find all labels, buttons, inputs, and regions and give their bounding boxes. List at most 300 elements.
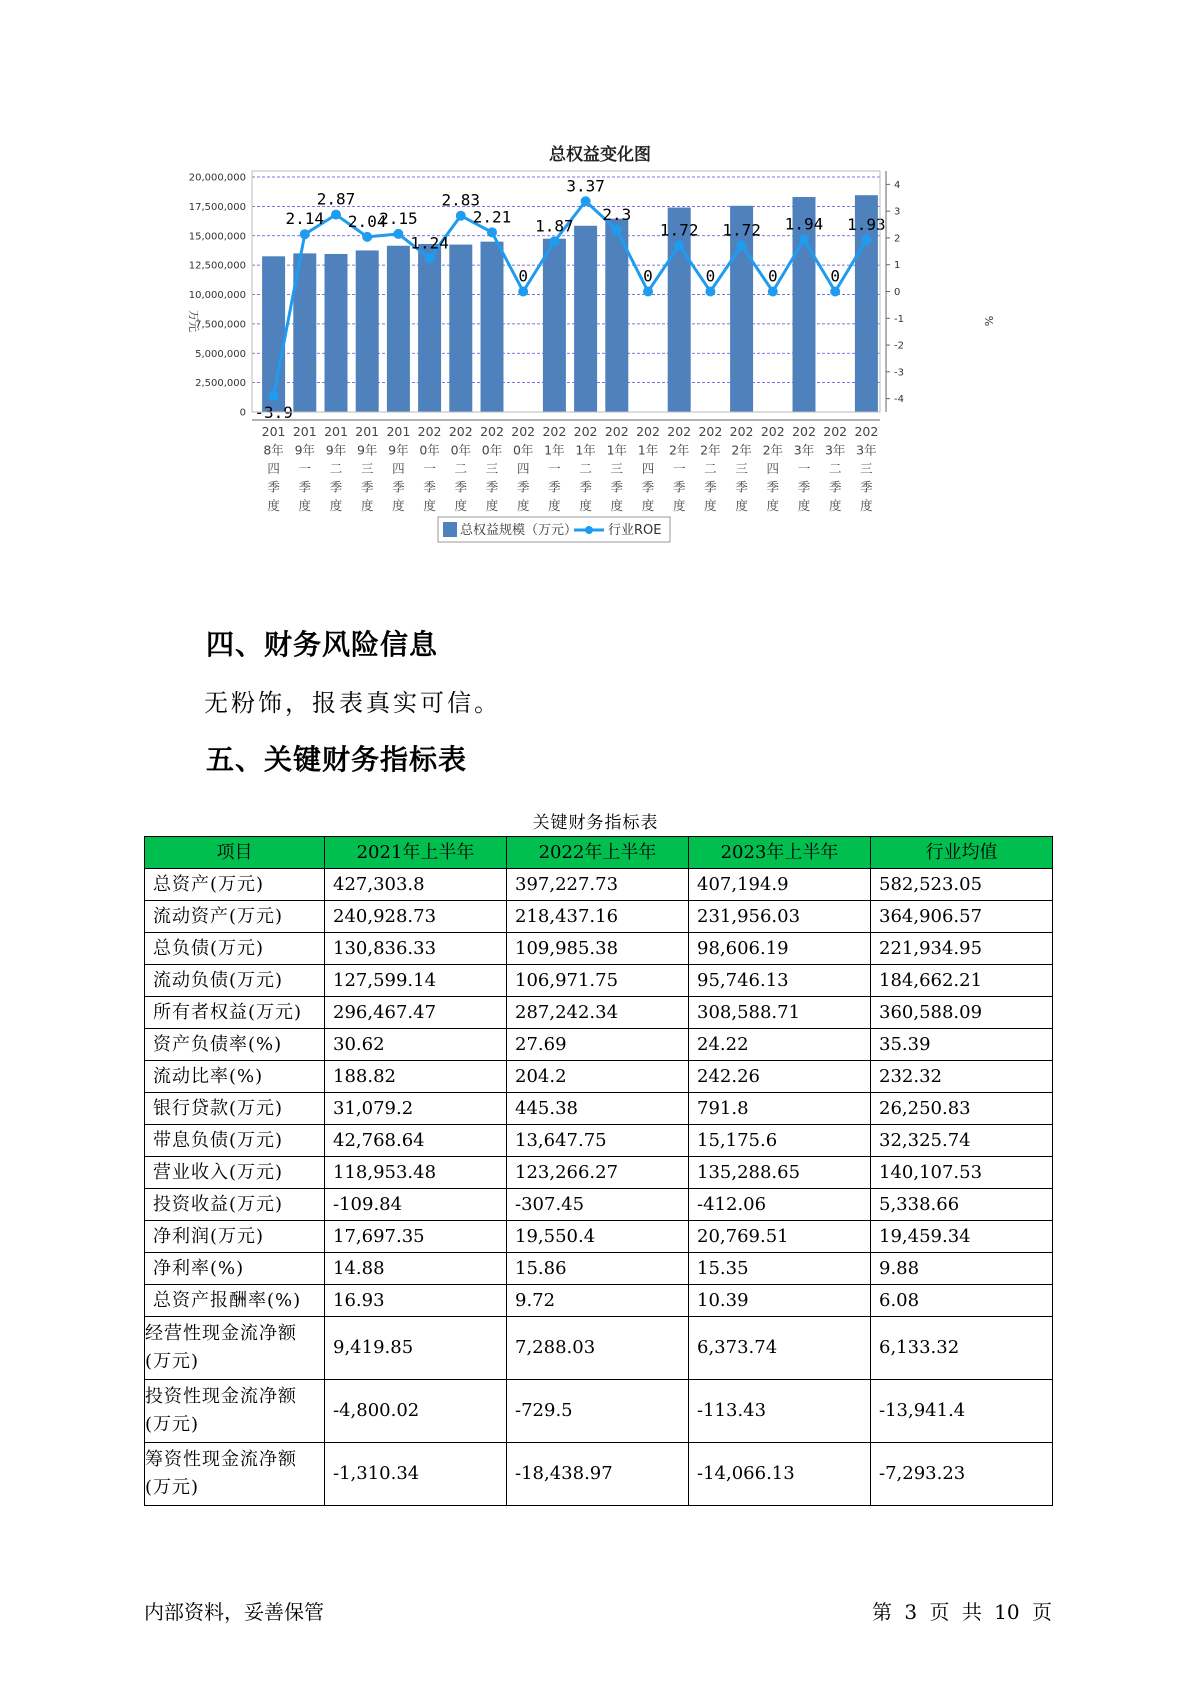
table-cell: 10.39 [689, 1285, 871, 1317]
x-category-label-line: 四 [766, 461, 780, 476]
x-category-label-line: 一 [298, 461, 312, 476]
x-category-label-line: 202 [792, 424, 816, 439]
x-category-label [480, 424, 504, 513]
table-row [145, 1125, 1053, 1157]
x-category-label [667, 424, 691, 513]
roe-point [799, 235, 809, 245]
table-cell: 218,437.16 [507, 901, 689, 933]
table-row [145, 1061, 1053, 1093]
x-category-label [854, 424, 878, 513]
table-cell: 19,459.34 [871, 1221, 1053, 1253]
roe-point [393, 229, 403, 239]
header-2023h1: 2023年上半年 [689, 837, 871, 869]
x-category-label-line: 度 [641, 498, 655, 513]
x-category-label-line: 四 [267, 461, 280, 476]
table-row [145, 997, 1053, 1029]
x-category-label-line: 1年 [637, 442, 659, 458]
row-label: 投资收益(万元) [145, 1189, 325, 1221]
table-cell: 296,467.47 [325, 997, 507, 1029]
table-cell: 24.22 [689, 1029, 871, 1061]
x-category-label-line: 202 [604, 424, 629, 439]
table-cell: 42,768.64 [325, 1125, 507, 1157]
x-category-label-line: 202 [573, 424, 598, 439]
equity-bar [574, 226, 597, 412]
x-category-label-line: 202 [729, 424, 754, 439]
x-category-label-line: 季 [579, 479, 592, 495]
x-category-label-line: 季 [267, 479, 280, 495]
chart-legend [438, 517, 670, 542]
roe-point [487, 227, 497, 237]
table-row [145, 1253, 1053, 1285]
x-category-label-line: 度 [548, 498, 561, 513]
x-category-label-line: 度 [454, 498, 468, 513]
roe-data-label: 2.3 [602, 204, 632, 224]
x-category-label-line: 1年 [575, 442, 596, 458]
equity-bar [418, 244, 441, 412]
roe-point [549, 236, 559, 246]
x-category-label-line: 201 [292, 424, 317, 439]
row-label: 所有者权益(万元) [145, 997, 325, 1029]
x-category-label-line: 季 [610, 479, 624, 495]
roe-point [269, 391, 279, 401]
x-category-label-line: 二 [704, 461, 717, 476]
x-category-label [761, 424, 785, 513]
row-label: 营业收入(万元) [145, 1157, 325, 1189]
equity-bar [449, 245, 472, 412]
roe-data-label: 2.15 [379, 208, 418, 228]
table-cell: 427,303.8 [325, 869, 507, 901]
roe-data-label: 0 [643, 266, 653, 286]
chart-category-labels [262, 424, 879, 513]
equity-bar [481, 242, 504, 412]
section4-heading: 四、财务风险信息 [206, 628, 439, 661]
header-2021h1: 2021年上半年 [325, 837, 507, 869]
table-cell: 6,373.74 [689, 1317, 871, 1380]
table-cell: 397,227.73 [507, 869, 689, 901]
row-label: 总资产(万元) [145, 869, 325, 901]
x-category-label-line: 季 [548, 479, 561, 495]
x-category-label-line: 季 [797, 479, 811, 495]
x-category-label [542, 424, 566, 513]
x-category-label-line: 度 [298, 498, 312, 513]
table-cell: 27.69 [507, 1029, 689, 1061]
table-cell: 5,338.66 [871, 1189, 1053, 1221]
x-category-label-line: 度 [672, 498, 686, 513]
table-cell: -412.06 [689, 1189, 871, 1221]
y-left-axis-title: 万元 [187, 310, 200, 332]
table-cell: 15,175.6 [689, 1125, 871, 1157]
x-category-label [511, 424, 535, 513]
x-category-label-line: 季 [329, 479, 343, 495]
x-category-label-line: 季 [672, 479, 686, 495]
x-category-label-line: 201 [324, 424, 348, 439]
x-category-label-line: 202 [698, 424, 723, 439]
x-category-label-line: 季 [704, 479, 717, 495]
table-cell: 231,956.03 [689, 901, 871, 933]
x-category-label-line: 季 [516, 479, 530, 495]
x-category-label [605, 424, 629, 513]
x-category-label-line: 3年 [793, 442, 815, 458]
roe-point [612, 225, 622, 235]
header-item: 项目 [145, 837, 325, 869]
x-category-label-line: 2年 [668, 442, 690, 458]
x-category-label-line: 度 [579, 498, 592, 513]
x-category-label-line: 202 [511, 424, 536, 439]
x-category-label-line: 季 [298, 479, 312, 495]
x-category-label-line: 季 [735, 479, 748, 495]
x-category-label-line: 201 [261, 424, 286, 439]
table-cell: 15.86 [507, 1253, 689, 1285]
table-row [145, 901, 1053, 933]
header-2022h1: 2022年上半年 [507, 837, 689, 869]
y-right-tick-label: -3 [894, 367, 904, 379]
roe-data-label: 2.83 [441, 190, 481, 210]
x-category-label-line: 季 [860, 479, 873, 495]
x-category-label-line: 度 [704, 498, 717, 513]
table-cell: 19,550.4 [507, 1221, 689, 1253]
table-row [145, 1317, 1053, 1380]
x-category-label-line: 度 [766, 498, 780, 513]
x-category-label [730, 424, 754, 513]
y-right-tick-label: 2 [894, 233, 901, 245]
x-category-label-line: 0年 [419, 442, 440, 458]
table-cell: 17,697.35 [325, 1221, 507, 1253]
y-left-tick-label: 5,000,000 [195, 348, 246, 360]
table-cell: 9,419.85 [325, 1317, 507, 1380]
x-category-label-line: 202 [417, 424, 442, 439]
equity-bar [356, 250, 379, 412]
legend-line-label: 行业ROE [608, 523, 662, 538]
x-category-label-line: 202 [667, 424, 692, 439]
table-cell: 35.39 [871, 1029, 1053, 1061]
row-label: 流动资产(万元) [145, 901, 325, 933]
row-label: 带息负债(万元) [145, 1125, 325, 1157]
roe-data-label: 0 [767, 266, 778, 286]
table-cell: -113.43 [689, 1380, 871, 1443]
legend-line-marker [585, 526, 593, 534]
x-category-label-line: 一 [672, 461, 686, 476]
row-label: 投资性现金流净额(万元) [145, 1380, 325, 1443]
row-label: 流动比率(%) [145, 1061, 325, 1093]
y-right-tick-label: 4 [894, 179, 901, 191]
x-category-label-line: 二 [828, 461, 842, 476]
x-category-label-line: 二 [579, 461, 592, 476]
x-category-label-line: 201 [386, 424, 411, 439]
table-cell: 130,836.33 [325, 933, 507, 965]
roe-point [674, 240, 684, 250]
table-cell: 221,934.95 [871, 933, 1053, 965]
roe-data-label: 0 [518, 266, 529, 286]
x-category-label-line: 三 [360, 461, 374, 476]
x-category-label-line: 三 [860, 461, 873, 476]
table-cell: 6.08 [871, 1285, 1053, 1317]
x-category-label-line: 0年 [512, 442, 534, 458]
x-category-label [449, 424, 473, 513]
table-row [145, 1221, 1053, 1253]
table-cell: 445.38 [507, 1093, 689, 1125]
table-cell: 364,906.57 [871, 901, 1053, 933]
table-cell: -109.84 [325, 1189, 507, 1221]
roe-data-label: 3.37 [566, 176, 605, 196]
table-cell: 109,985.38 [507, 933, 689, 965]
table-cell: 308,588.71 [689, 997, 871, 1029]
table-row [145, 1029, 1053, 1061]
row-label: 净利率(%) [145, 1253, 325, 1285]
x-category-label-line: 一 [423, 461, 436, 476]
table-cell: -4,800.02 [325, 1380, 507, 1443]
legend-bar-label: 总权益规模（万元） [460, 523, 578, 538]
table-cell: 791.8 [689, 1093, 871, 1125]
table-header-row [145, 837, 1053, 869]
x-category-label-line: 202 [760, 424, 785, 439]
x-category-label-line: 2年 [762, 442, 784, 458]
roe-data-label: 2.14 [285, 209, 325, 229]
table-cell: 140,107.53 [871, 1157, 1053, 1189]
table-row [145, 1443, 1053, 1506]
table-cell: 30.62 [325, 1029, 507, 1061]
x-category-label-line: 三 [735, 461, 748, 476]
table-cell: 118,953.48 [325, 1157, 507, 1189]
x-category-label-line: 度 [423, 498, 436, 513]
x-category-label [293, 424, 317, 513]
row-label: 净利润(万元) [145, 1221, 325, 1253]
y-left-tick-label: 20,000,000 [188, 172, 246, 184]
table-cell: 407,194.9 [689, 869, 871, 901]
table-row [145, 1157, 1053, 1189]
roe-data-label: 1.94 [784, 214, 824, 234]
roe-data-label: 1.93 [847, 214, 886, 234]
legend-bar-swatch [443, 522, 457, 537]
x-category-label-line: 一 [797, 461, 811, 476]
y-right-tick-label: 3 [894, 206, 901, 218]
x-category-label-line: 度 [485, 498, 499, 513]
x-category-label-line: 1年 [544, 442, 565, 458]
x-category-label-line: 三 [610, 461, 624, 476]
row-label: 总负债(万元) [145, 933, 325, 965]
x-category-label-line: 8年 [263, 442, 284, 458]
roe-point [643, 287, 653, 297]
x-category-label [636, 424, 660, 513]
x-category-label [386, 424, 410, 513]
chart-roe-labels [254, 176, 885, 422]
x-category-label-line: 季 [360, 479, 374, 495]
x-category-label-line: 9年 [388, 442, 409, 458]
y-left-tick-label: 2,500,000 [195, 378, 246, 390]
y-right-tick-label: -2 [894, 340, 904, 352]
roe-point [861, 235, 871, 245]
roe-data-label: 1.72 [659, 220, 699, 240]
x-category-label-line: 季 [454, 479, 468, 495]
roe-point [737, 240, 747, 250]
x-category-label-line: 季 [485, 479, 499, 495]
roe-point [425, 253, 435, 263]
x-category-label-line: 季 [828, 479, 842, 495]
x-category-label-line: 度 [267, 498, 280, 513]
table-row [145, 1285, 1053, 1317]
x-category-label [574, 424, 598, 513]
row-label: 经营性现金流净额(万元) [145, 1317, 325, 1380]
table-cell: -7,293.23 [871, 1443, 1053, 1506]
table-cell: 13,647.75 [507, 1125, 689, 1157]
y-right-tick-label: -4 [894, 394, 904, 406]
x-category-label-line: 季 [423, 479, 436, 495]
x-category-label-line: 季 [392, 479, 405, 495]
table-cell: 31,079.2 [325, 1093, 507, 1125]
x-category-label-line: 9年 [325, 442, 347, 458]
roe-point [830, 287, 840, 297]
table-cell: 7,288.03 [507, 1317, 689, 1380]
x-category-label-line: 2年 [700, 442, 721, 458]
x-category-label-line: 二 [329, 461, 343, 476]
table-cell: 240,928.73 [325, 901, 507, 933]
x-category-label-line: 度 [797, 498, 811, 513]
x-category-label-line: 季 [641, 479, 655, 495]
table-row [145, 1093, 1053, 1125]
equity-chart [180, 135, 995, 595]
x-category-label [355, 424, 379, 513]
x-category-label-line: 3年 [824, 442, 846, 458]
roe-point [456, 211, 466, 221]
x-category-label-line: 202 [542, 424, 567, 439]
table-cell: 123,266.27 [507, 1157, 689, 1189]
table-cell: 20,769.51 [689, 1221, 871, 1253]
x-category-label-line: 度 [735, 498, 748, 513]
x-category-label [418, 424, 442, 513]
roe-point [581, 196, 591, 206]
x-category-label-line: 3年 [856, 442, 877, 458]
y-right-tick-label: -1 [894, 313, 904, 325]
table-cell: 9.88 [871, 1253, 1053, 1285]
x-category-label-line: 9年 [356, 442, 378, 458]
table-row [145, 933, 1053, 965]
footer-confidential: 内部资料，妥善保管 [144, 1600, 324, 1624]
table-cell: 242.26 [689, 1061, 871, 1093]
table-cell: 95,746.13 [689, 965, 871, 997]
table-cell: -729.5 [507, 1380, 689, 1443]
roe-point [518, 287, 528, 297]
table-cell: -18,438.97 [507, 1443, 689, 1506]
key-financial-indicators-table [144, 836, 1053, 1506]
x-category-label-line: 202 [448, 424, 473, 439]
x-category-label-line: 度 [329, 498, 343, 513]
table-row [145, 1189, 1053, 1221]
table-cell: 287,242.34 [507, 997, 689, 1029]
table-cell: 16.93 [325, 1285, 507, 1317]
footer-page-number: 第 3 页 共 10 页 [872, 1600, 1052, 1624]
table-cell: -14,066.13 [689, 1443, 871, 1506]
x-category-label-line: 2年 [731, 442, 752, 458]
table-cell: 135,288.65 [689, 1157, 871, 1189]
x-category-label-line: 四 [641, 461, 655, 476]
roe-data-label: 2.04 [347, 211, 387, 231]
x-category-label-line: 202 [854, 424, 879, 439]
x-category-label-line: 四 [516, 461, 530, 476]
row-label: 筹资性现金流净额(万元) [145, 1443, 325, 1506]
x-category-label-line: 度 [392, 498, 405, 513]
table-cell: 106,971.75 [507, 965, 689, 997]
roe-point [362, 232, 372, 242]
x-category-label-line: 1年 [606, 442, 628, 458]
header-industry-avg: 行业均值 [871, 837, 1053, 869]
roe-data-label: 0 [705, 266, 716, 286]
x-category-label [823, 424, 847, 513]
table-cell: 98,606.19 [689, 933, 871, 965]
y-right-tick-label: 0 [894, 287, 901, 298]
x-category-label-line: 度 [610, 498, 624, 513]
table-cell: 204.2 [507, 1061, 689, 1093]
table-cell: 184,662.21 [871, 965, 1053, 997]
table-cell: 32,325.74 [871, 1125, 1053, 1157]
row-label: 银行贷款(万元) [145, 1093, 325, 1125]
y-left-tick-label: 7,500,000 [195, 319, 246, 331]
x-category-label [792, 424, 816, 513]
x-category-label-line: 0年 [481, 442, 503, 458]
x-category-label-line: 三 [485, 461, 499, 476]
roe-data-label: 1.87 [535, 216, 574, 236]
roe-data-label: -3.9 [254, 402, 293, 422]
table-cell: 9.72 [507, 1285, 689, 1317]
x-category-label-line: 度 [360, 498, 374, 513]
table-cell: -13,941.4 [871, 1380, 1053, 1443]
x-category-label [324, 424, 348, 513]
x-category-label-line: 202 [823, 424, 848, 439]
section4-text: 无粉饰，报表真实可信。 [204, 689, 501, 717]
equity-bar [387, 246, 410, 412]
x-category-label-line: 二 [454, 461, 468, 476]
row-label: 流动负债(万元) [145, 965, 325, 997]
chart-title: 总权益变化图 [549, 145, 651, 165]
y-left-tick-label: 0 [239, 407, 246, 419]
table-cell: -307.45 [507, 1189, 689, 1221]
roe-data-label: 1.24 [410, 233, 449, 253]
roe-point [768, 287, 778, 297]
roe-point [705, 287, 715, 297]
table-cell: 14.88 [325, 1253, 507, 1285]
x-category-label-line: 202 [480, 424, 504, 439]
row-label: 资产负债率(%) [145, 1029, 325, 1061]
table-cell: 26,250.83 [871, 1093, 1053, 1125]
x-category-label-line: 一 [548, 461, 561, 476]
table-cell: 232.32 [871, 1061, 1053, 1093]
roe-data-label: 0 [830, 266, 841, 286]
table-row [145, 869, 1053, 901]
x-category-label-line: 度 [860, 498, 873, 513]
table-cell: 582,523.05 [871, 869, 1053, 901]
table-cell: 15.35 [689, 1253, 871, 1285]
x-category-label-line: 201 [355, 424, 380, 439]
y-left-tick-label: 17,500,000 [188, 201, 246, 213]
equity-bar [543, 239, 566, 412]
roe-point [300, 229, 310, 239]
x-category-label-line: 9年 [294, 442, 316, 458]
x-category-label [698, 424, 722, 513]
x-category-label-line: 度 [828, 498, 842, 513]
roe-data-label: 1.72 [722, 220, 761, 240]
x-category-label-line: 四 [392, 461, 405, 476]
x-category-label [262, 424, 286, 513]
table-cell: -1,310.34 [325, 1443, 507, 1506]
table-cell: 360,588.09 [871, 997, 1053, 1029]
equity-bar [325, 254, 348, 412]
table-row [145, 965, 1053, 997]
y-right-tick-label: 1 [894, 260, 901, 272]
x-category-label-line: 季 [766, 479, 780, 495]
equity-chart-svg [180, 135, 995, 595]
roe-point [331, 210, 341, 220]
table-row [145, 1380, 1053, 1443]
y-left-tick-label: 10,000,000 [188, 290, 246, 301]
table-cell: 127,599.14 [325, 965, 507, 997]
